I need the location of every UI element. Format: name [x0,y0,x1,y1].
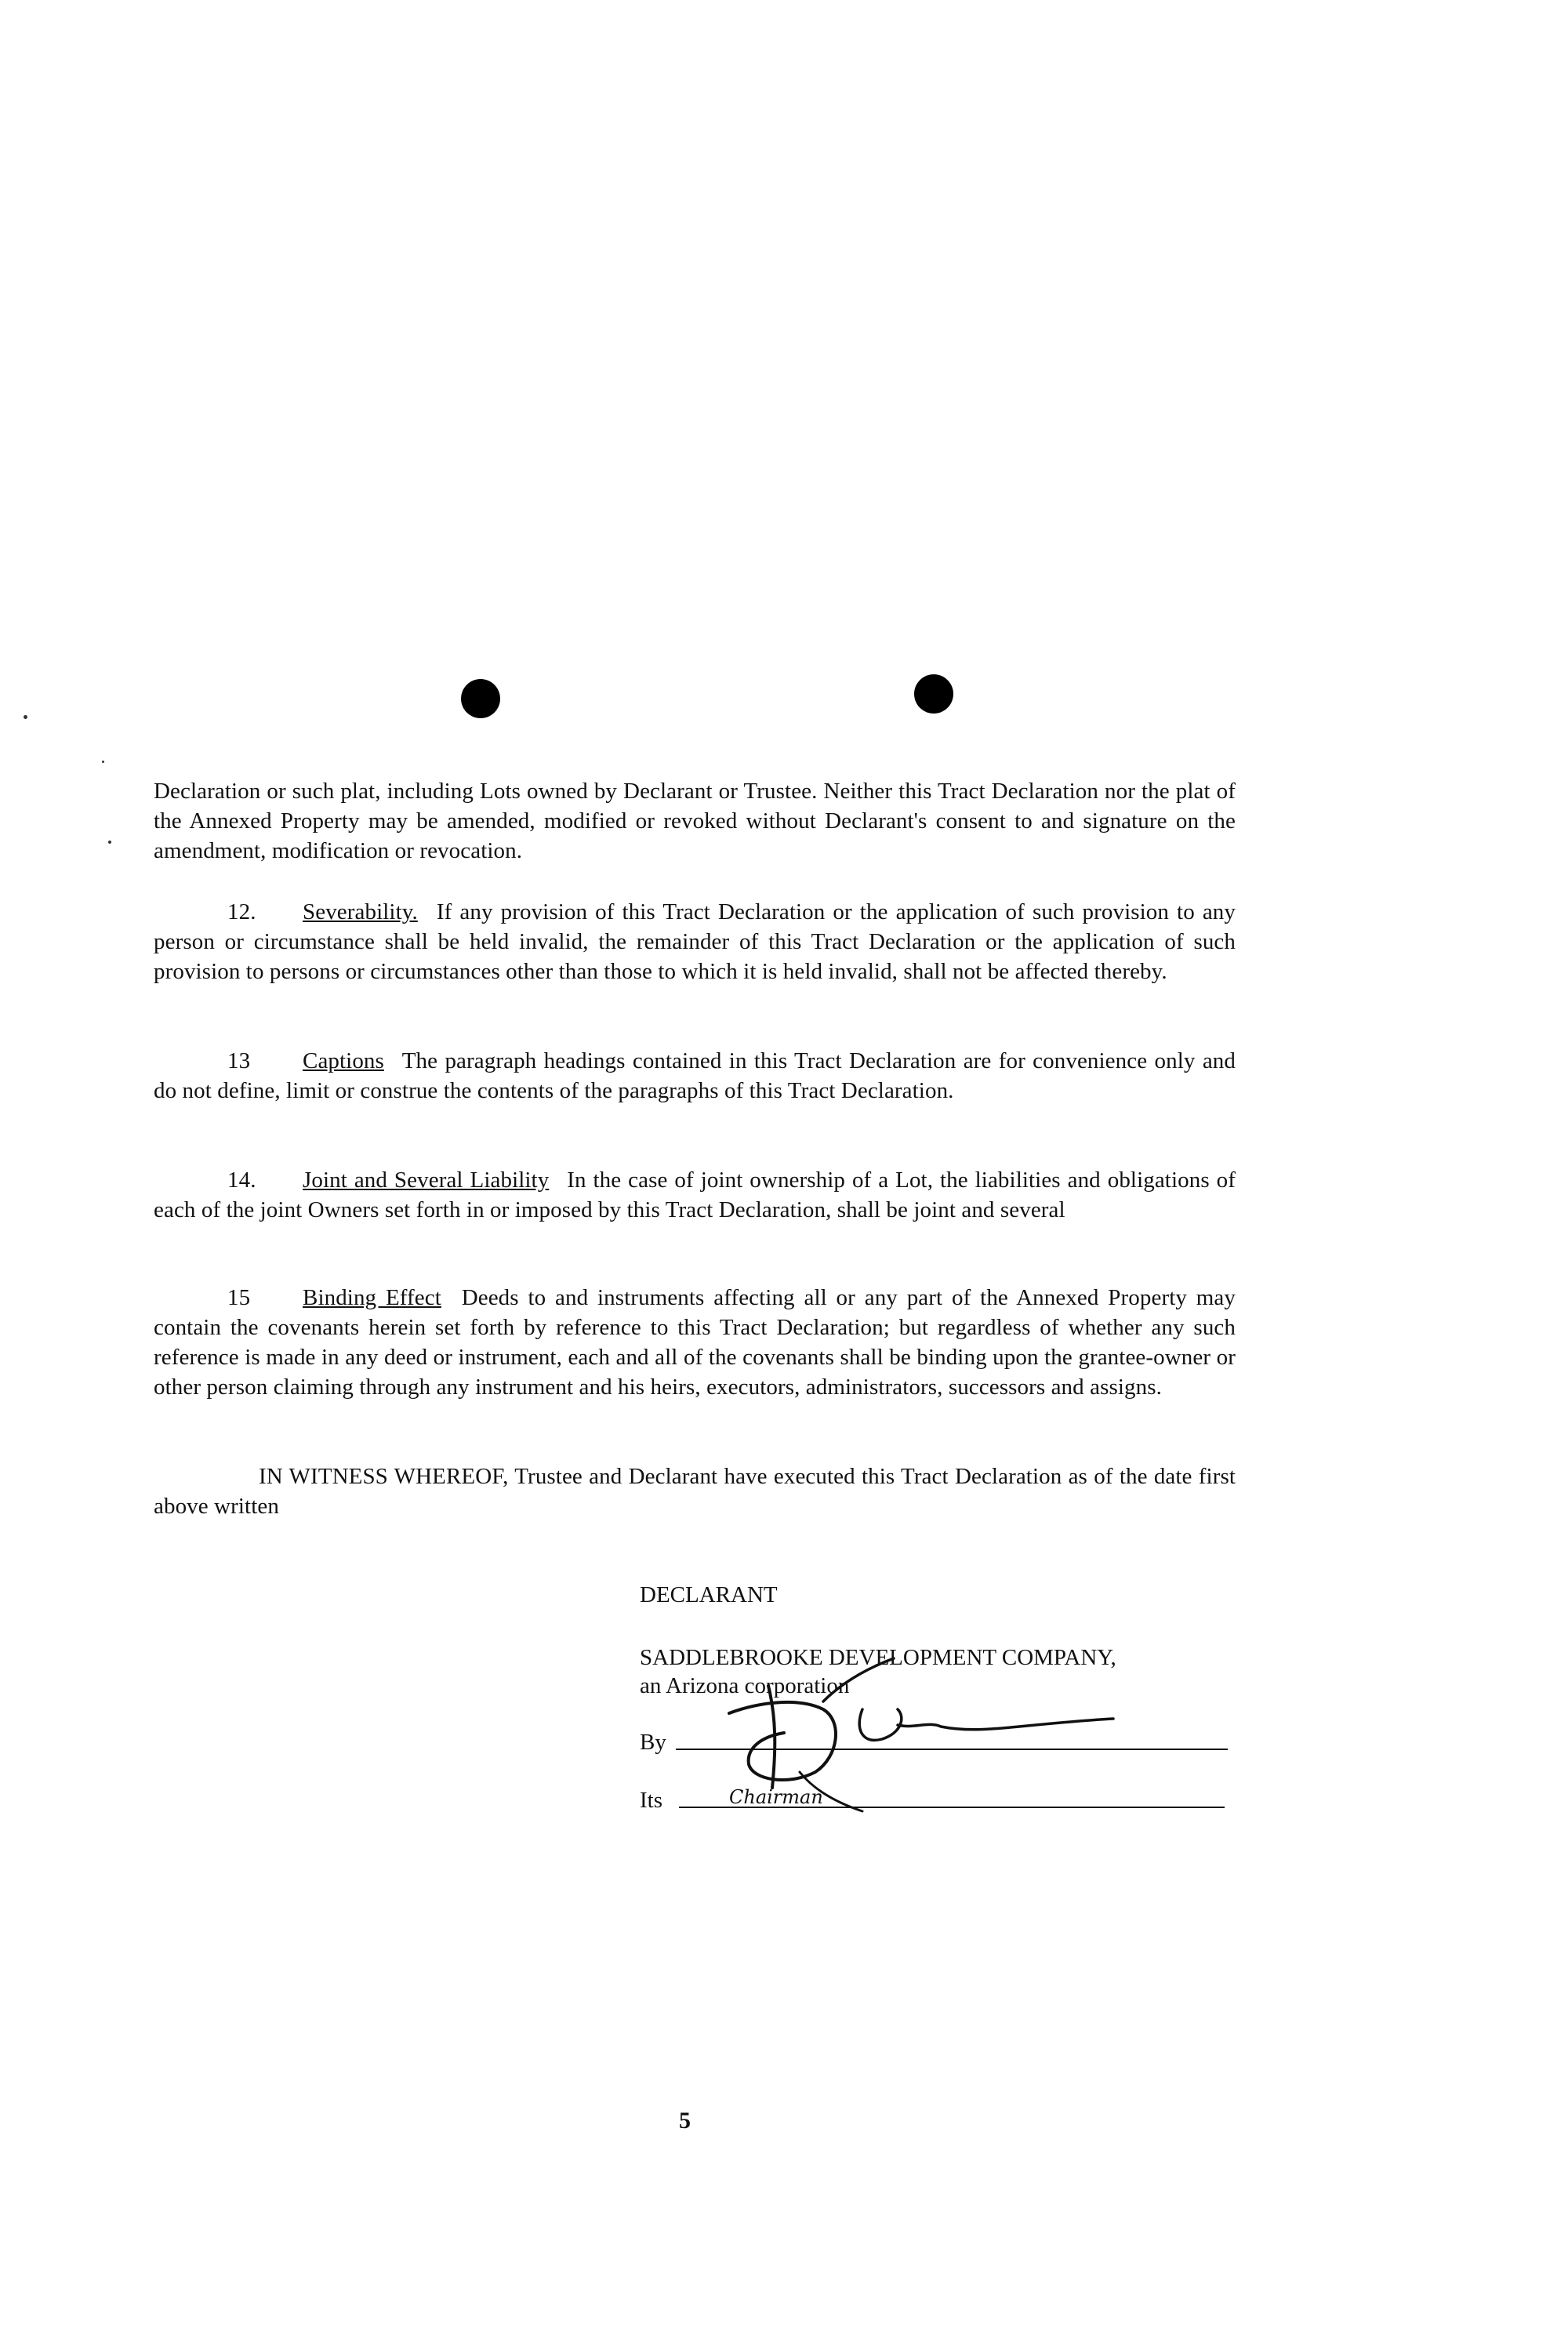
page-number: 5 [679,2108,691,2134]
scan-speck [108,841,111,844]
punch-hole-left [461,679,500,718]
paragraph-captions [154,1046,1236,1106]
handwritten-signature [706,1654,1145,1819]
paragraph-text: The paragraph headings contained in this Tract Declaration are for convenience only and do not define, limit or construe the contents of the paragraphs of this Tract Declaration. [154,1048,1236,1103]
paragraph-text: Declaration or such plat, including Lots owned by Declarant or Trustee. Neither this Tract Declaration nor the plat of the Annexed Property may be amended, modified or revoked without Declarant's consent to and signature on the amendment, modification or revocation. [154,779,1236,863]
company-type: an Arizona corporation [640,1673,850,1698]
paragraph-number: 13 [227,1048,251,1073]
paragraph-text: Deeds to and instruments affecting all or any part of the Annexed Property may contain the covenants herein set forth by reference to this Tract Declaration; but regardless of whether any such reference is made in any deed or instrument, each and all of the covenants shall be binding upon the grantee-owner or other person claiming through any instrument and his heirs, executors, administrators, successors and assigns. [154,1285,1236,1400]
declarant-label: DECLARANT [640,1582,778,1607]
witness-clause [154,1462,1236,1521]
paragraph-continuation [154,776,1236,866]
scan-speck [102,761,104,763]
by-label: By [640,1730,666,1755]
paragraph-number: 12. [227,899,256,924]
company-name: SADDLEBROOKE DEVELOPMENT COMPANY, [640,1645,1116,1670]
punch-hole-right [914,674,953,714]
paragraph-text: If any provision of this Tract Declaration or the application of such provision to any person or circumstance shall be held invalid, the remainder of this Tract Declaration or the application of such provision to persons or circumstances other than those to which it is held invalid, shall not be affected thereby. [154,899,1236,984]
paragraph-binding-effect [154,1283,1236,1402]
paragraph-heading: Joint and Several Liability [303,1168,550,1193]
paragraph-heading: Severability. [303,899,418,924]
witness-text: IN WITNESS WHEREOF, Trustee and Declarant have executed this Tract Declaration as of the date first above written [154,1464,1236,1519]
paragraph-joint-liability [154,1165,1236,1225]
scan-speck [24,715,27,719]
paragraph-text: In the case of joint ownership of a Lot, the liabilities and obligations of each of the joint Owners set forth in or imposed by this Tract Declaration, shall be joint and several [154,1168,1236,1222]
paragraph-severability [154,897,1236,986]
paragraph-heading: Captions [303,1048,384,1073]
paragraph-number: 15 [227,1285,251,1310]
its-label: Its [640,1788,662,1813]
paragraph-heading: Binding Effect [303,1285,441,1310]
its-value: Chairman [729,1786,823,1808]
paragraph-number: 14. [227,1168,256,1193]
